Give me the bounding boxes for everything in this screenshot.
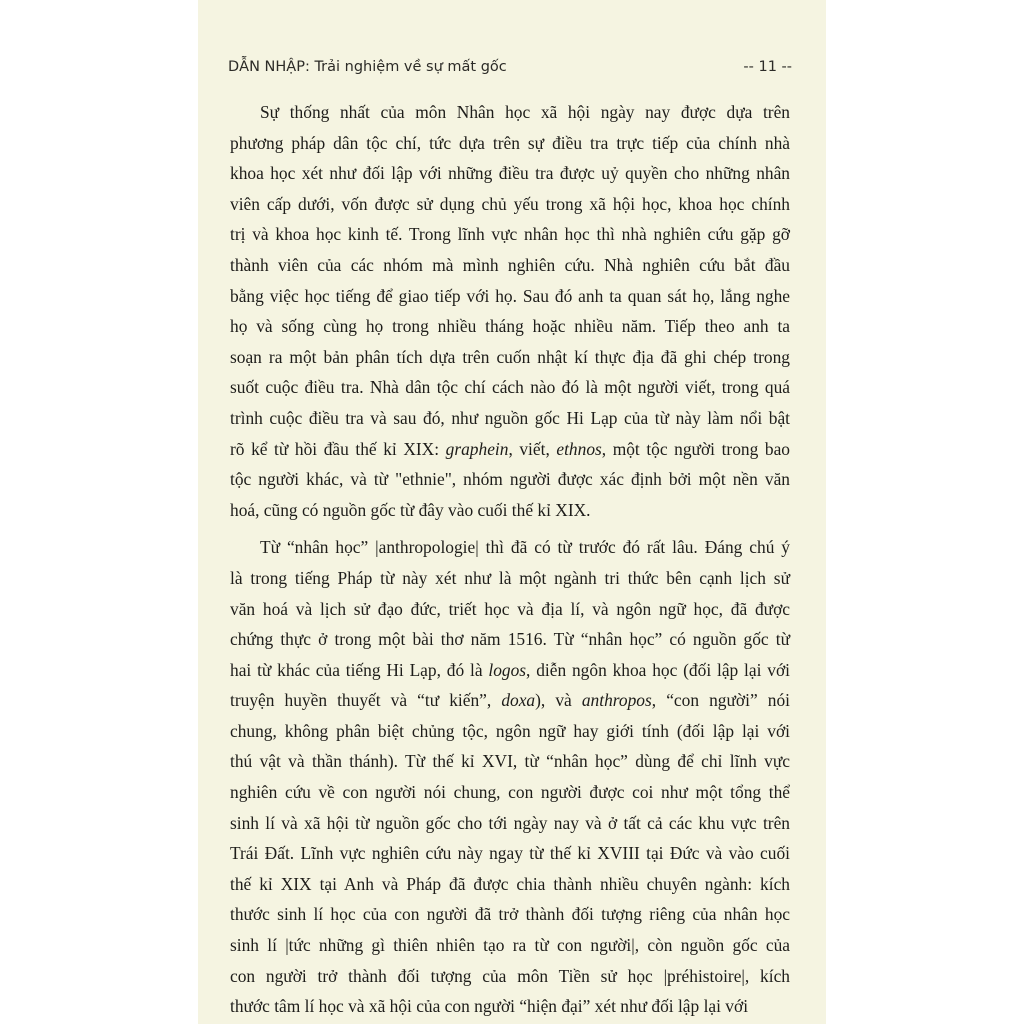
text-segment: truyện huyền thuyết và “tư kiến”, xyxy=(230,690,502,711)
text-line: trình cuộc điều tra và sau đó, như nguồn gốc Hi Lạp của từ này làm nổi bật xyxy=(230,407,790,428)
italic-term: anthropos xyxy=(581,690,652,711)
text-line: Sự thống nhất của môn Nhân học xã hội ngày nay được dựa trên xyxy=(260,102,790,122)
text-line: chứng thực ở trong một bài thơ năm 1516. Từ “nhân học” có nguồn gốc từ xyxy=(230,629,790,650)
text-segment: rõ kể từ hồi đầu thế kỉ XIX: xyxy=(230,438,446,459)
text-line: tộc người khác, và từ "ethnie", nhóm người được xác định bởi một nền văn xyxy=(230,469,790,490)
text-line xyxy=(230,685,790,716)
italic-term: graphein xyxy=(445,438,509,459)
text-segment: , diễn ngôn khoa học (đối lập lại với xyxy=(526,659,790,680)
text-line: thước sinh lí học của con người đã trở thành đối tượng riêng của nhân học xyxy=(230,904,790,925)
text-segment: , “con người” nói xyxy=(651,690,790,711)
text-line: chung, không phân biệt chủng tộc, ngôn ngữ hay giới tính (đối lập lại với xyxy=(230,720,790,741)
text-line: khoa học xét như đối lập với những điều tra được uỷ quyền cho những nhân xyxy=(230,163,790,184)
italic-term: logos xyxy=(488,659,527,680)
text-line xyxy=(230,434,790,465)
text-line: suốt cuộc điều tra. Nhà dân tộc chí cách nào đó là một người viết, trong quá xyxy=(230,377,790,398)
italic-term: ethnos xyxy=(556,438,602,459)
text-segment: ), và xyxy=(535,690,582,711)
book-page xyxy=(198,0,826,1024)
paragraph-2 xyxy=(230,532,790,1022)
text-line: bằng việc học tiếng để giao tiếp với họ. Sau đó anh ta quan sát họ, lắng nghe xyxy=(230,285,790,306)
text-line: Từ “nhân học” |anthropologie| thì đã có từ trước đó rất lâu. Đáng chú ý xyxy=(260,537,790,558)
text-line: văn hoá và lịch sử đạo đức, triết học và địa lí, và ngôn ngữ học, đã được xyxy=(230,598,790,619)
text-segment: hai từ khác của tiếng Hi Lạp, đó là xyxy=(230,659,489,680)
page-number: -- 11 -- xyxy=(743,59,792,75)
text-line: Trái Đất. Lĩnh vực nghiên cứu này ngay từ thế kỉ XVIII tại Đức và vào cuối xyxy=(230,843,790,864)
paragraph-1 xyxy=(230,97,790,525)
text-line: trị và khoa học kinh tế. Trong lĩnh vực nhân học thì nhà nghiên cứu gặp gỡ xyxy=(230,224,790,245)
text-line: thước tâm lí học và xã hội của con người “hiện đại” xét như đối lập lại với xyxy=(230,996,749,1017)
text-line: thú vật và thần thánh). Từ thế kỉ XVI, từ “nhân học” dùng để chỉ lĩnh vực xyxy=(230,751,790,772)
text-line: nghiên cứu về con người nói chung, con người được coi như một tổng thể xyxy=(230,782,790,803)
text-line: phương pháp dân tộc chí, tức dựa trên sự điều tra trực tiếp của chính nhà xyxy=(230,132,790,153)
italic-term: doxa xyxy=(501,690,536,711)
text-line: con người trở thành đối tượng của môn Tiền sử học |préhistoire|, kích xyxy=(230,965,790,986)
text-line: viên cấp dưới, vốn được sử dụng chủ yếu trong xã hội học, khoa học chính xyxy=(230,193,790,214)
text-line: soạn ra một bản phân tích dựa trên cuốn nhật kí thực địa đã ghi chép trong xyxy=(230,346,790,367)
text-line: hoá, cũng có nguồn gốc từ đây vào cuối thế kỉ XIX. xyxy=(230,499,591,520)
text-line: thành viên của các nhóm mà mình nghiên cứu. Nhà nghiên cứu bắt đầu xyxy=(230,254,790,275)
text-line xyxy=(230,655,790,686)
running-header xyxy=(228,59,792,85)
text-segment: , một tộc người trong bao xyxy=(601,438,790,459)
text-segment: , viết, xyxy=(508,438,557,459)
body-text xyxy=(230,97,790,1024)
text-line: sinh lí |tức những gì thiên nhiên tạo ra từ con người|, còn nguồn gốc của xyxy=(230,935,790,956)
chapter-title: DẪN NHẬP: Trải nghiệm về sự mất gốc xyxy=(228,59,507,75)
text-line: là trong tiếng Pháp từ này xét như là một ngành tri thức bên cạnh lịch sử xyxy=(230,567,790,588)
text-line: sinh lí và xã hội từ nguồn gốc cho tới ngày nay và ở tất cả các khu vực trên xyxy=(230,812,790,833)
text-line: thế kỉ XIX tại Anh và Pháp đã được chia thành nhiều chuyên ngành: kích xyxy=(230,873,790,894)
text-line: họ và sống cùng họ trong nhiều tháng hoặc nhiều năm. Tiếp theo anh ta xyxy=(230,316,790,337)
